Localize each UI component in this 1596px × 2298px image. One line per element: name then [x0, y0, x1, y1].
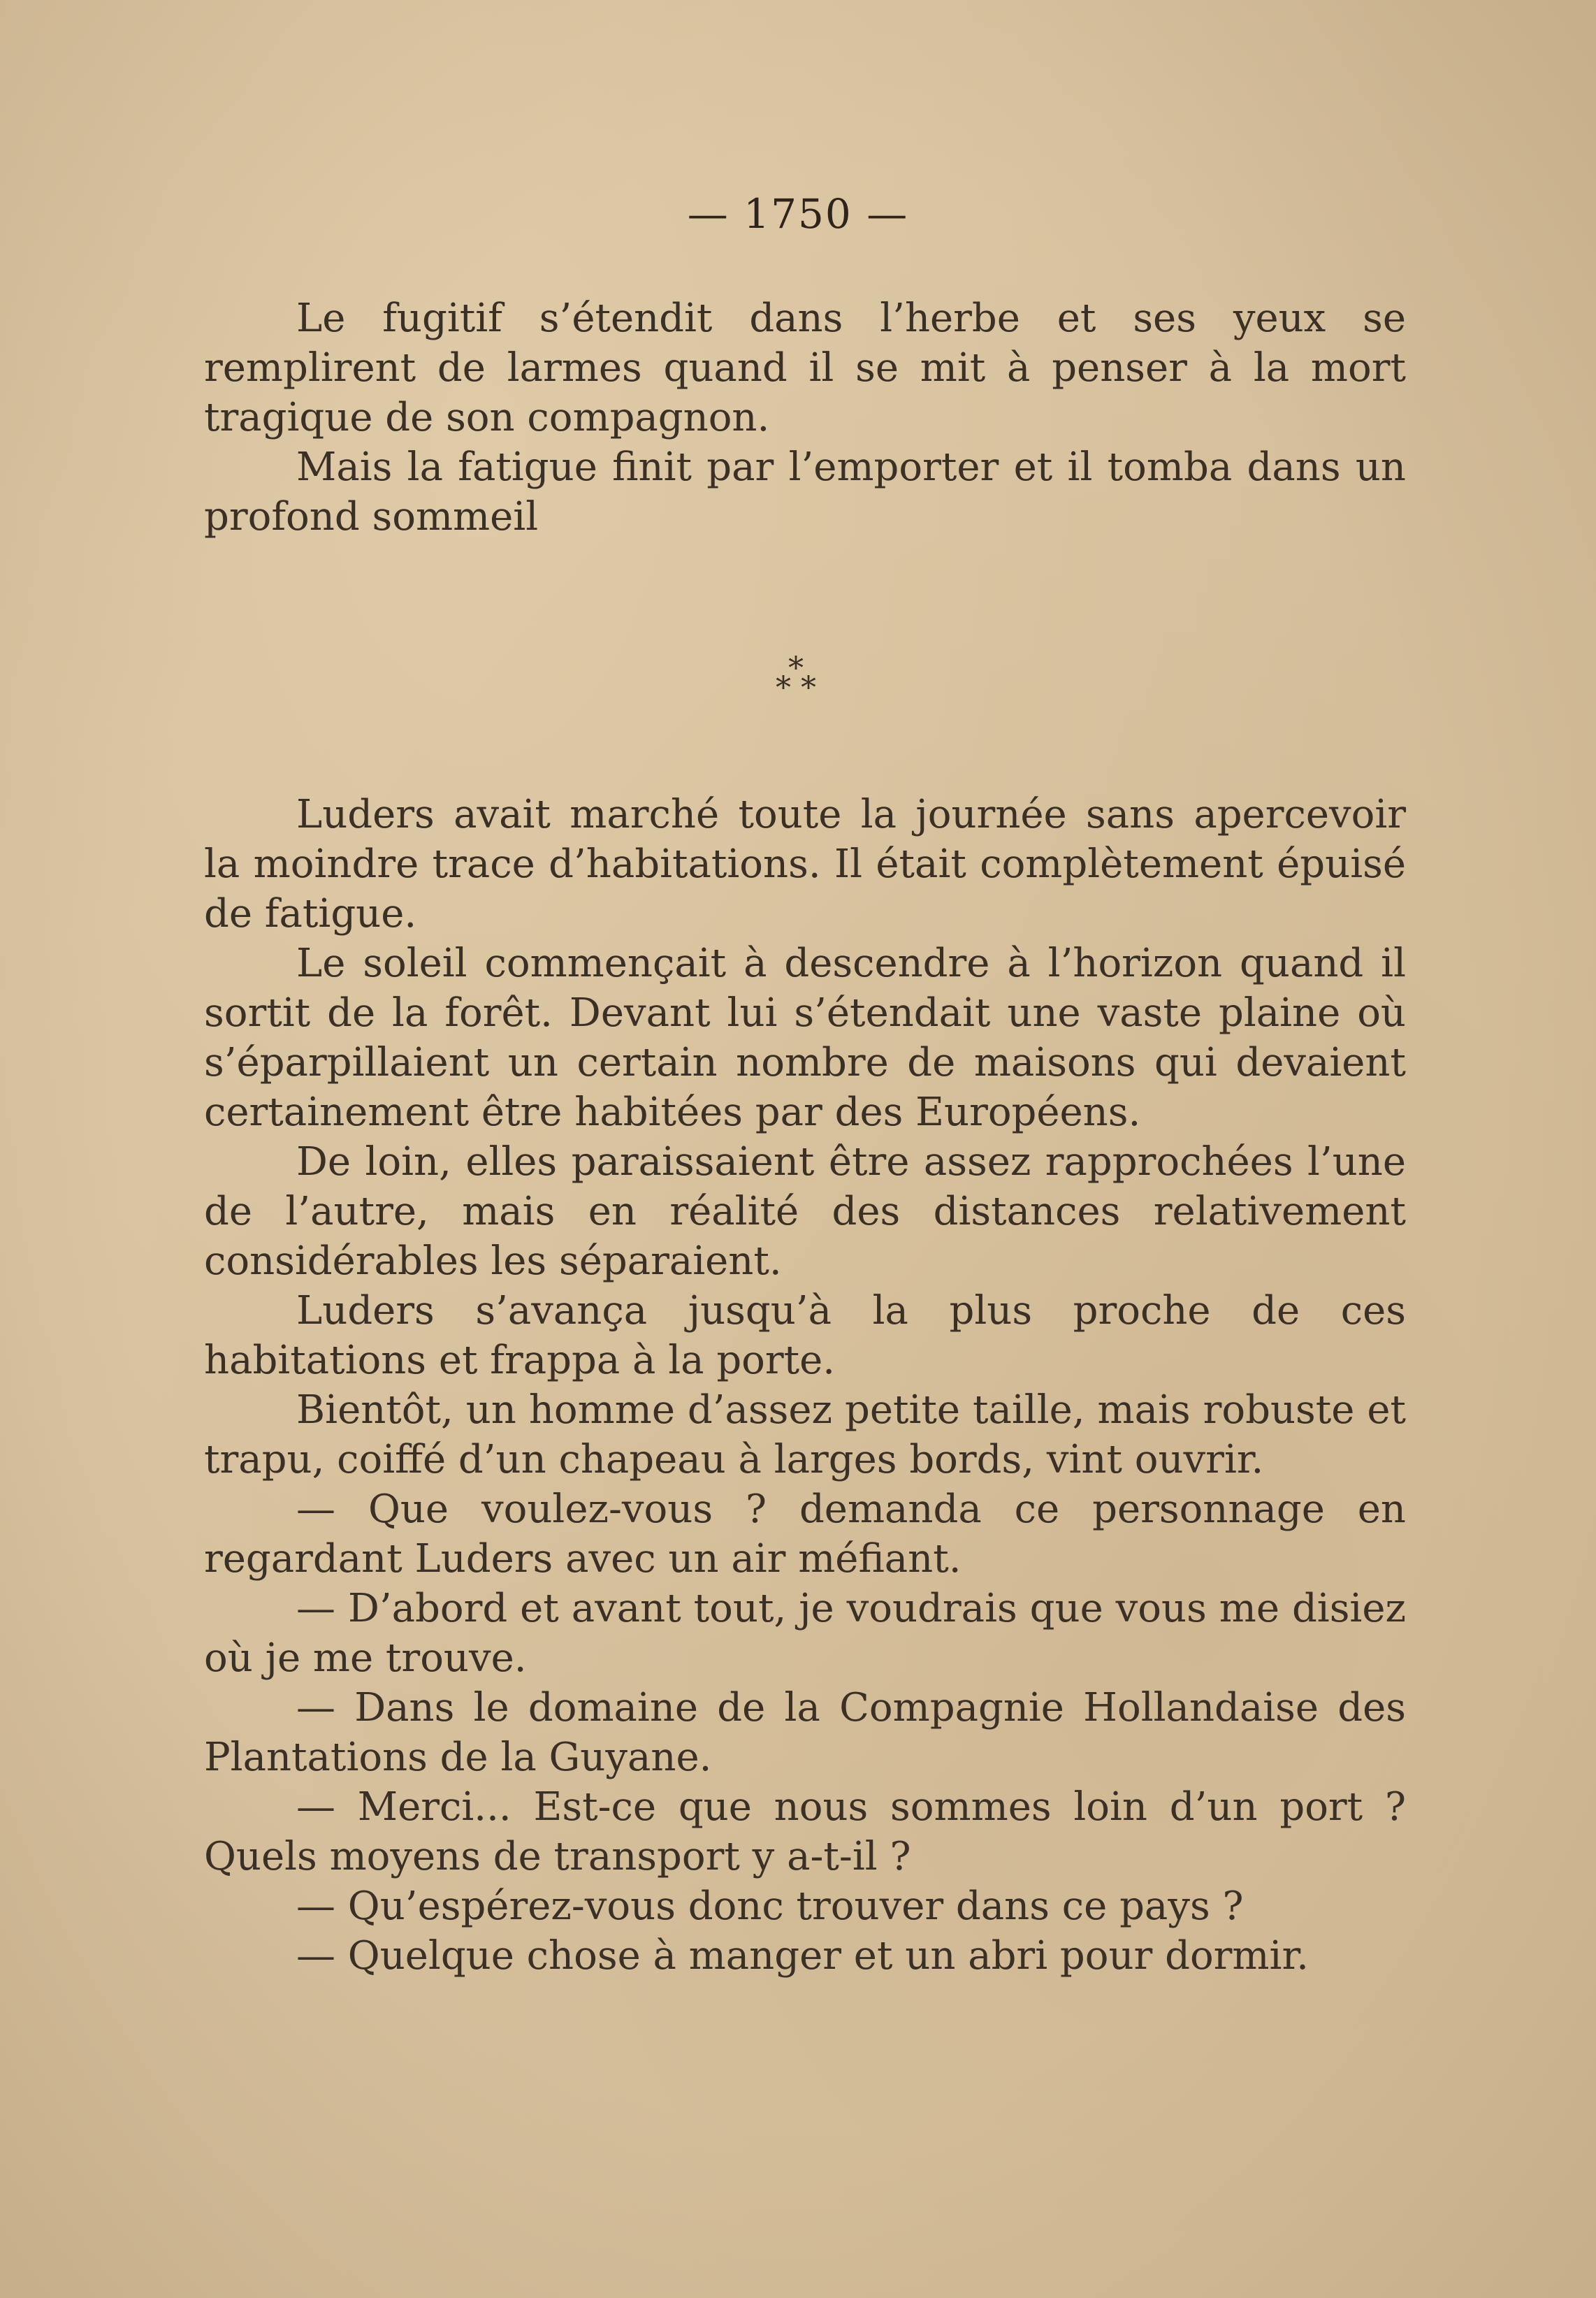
paragraph: Luders s’avança jusqu’à la plus proche de ces habitations et frappa à la porte.: [204, 1288, 1406, 1383]
paragraph: Mais la fatigue finit par l’emporter et il tomba dans un profond sommeil: [204, 445, 1406, 540]
paragraph: Le soleil commençait à descendre à l’horizon quand il sortit de la forêt. Devant lui s’étendait une vaste plaine où s’éparpillaient un certain nombre de maisons qui devaient certainement être habitées par des Européens.: [204, 941, 1406, 1135]
dialogue-line: — Dans le domaine de la Compagnie Hollandaise des Plantations de la Guyane.: [204, 1685, 1406, 1780]
section-separator-asterism: [0, 653, 1596, 709]
dialogue-line: — Merci... Est-ce que nous sommes loin d’un port ? Quels moyens de transport y a-t-il ?: [204, 1784, 1406, 1879]
asterisk: *: [801, 670, 816, 706]
asterisk: *: [788, 651, 804, 686]
page-number: — 1750 —: [687, 190, 909, 238]
dialogue-line: — Quelque chose à manger et un abri pour dormir.: [296, 1933, 1309, 1979]
asterisk: *: [776, 670, 791, 706]
paragraph: Le fugitif s’étendit dans l’herbe et ses yeux se remplirent de larmes quand il se mit à penser à la mort tragique de son compagnon.: [204, 296, 1406, 440]
paragraph: Bientôt, un homme d’assez petite taille, mais robuste et trapu, coiffé d’un chapeau à larges bords, vint ouvrir.: [204, 1387, 1406, 1482]
text-section-1: [204, 294, 1406, 542]
dialogue-line: — Que voulez-vous ? demanda ce personnage en regardant Luders avec un air méfiant.: [204, 1487, 1406, 1582]
text-section-2: [204, 790, 1406, 1981]
dialogue-line: — Qu’espérez-vous donc trouver dans ce pays ?: [296, 1884, 1244, 1929]
paragraph: Luders avait marché toute la journée sans apercevoir la moindre trace d’habitations. Il était complètement épuisé de fatigue.: [204, 792, 1406, 937]
paragraph: De loin, elles paraissaient être assez rapprochées l’une de l’autre, mais en réalité des distances relativement considérables les séparaient.: [204, 1139, 1406, 1284]
dialogue-line: — D’abord et avant tout, je voudrais que vous me disiez où je me trouve.: [204, 1586, 1406, 1681]
